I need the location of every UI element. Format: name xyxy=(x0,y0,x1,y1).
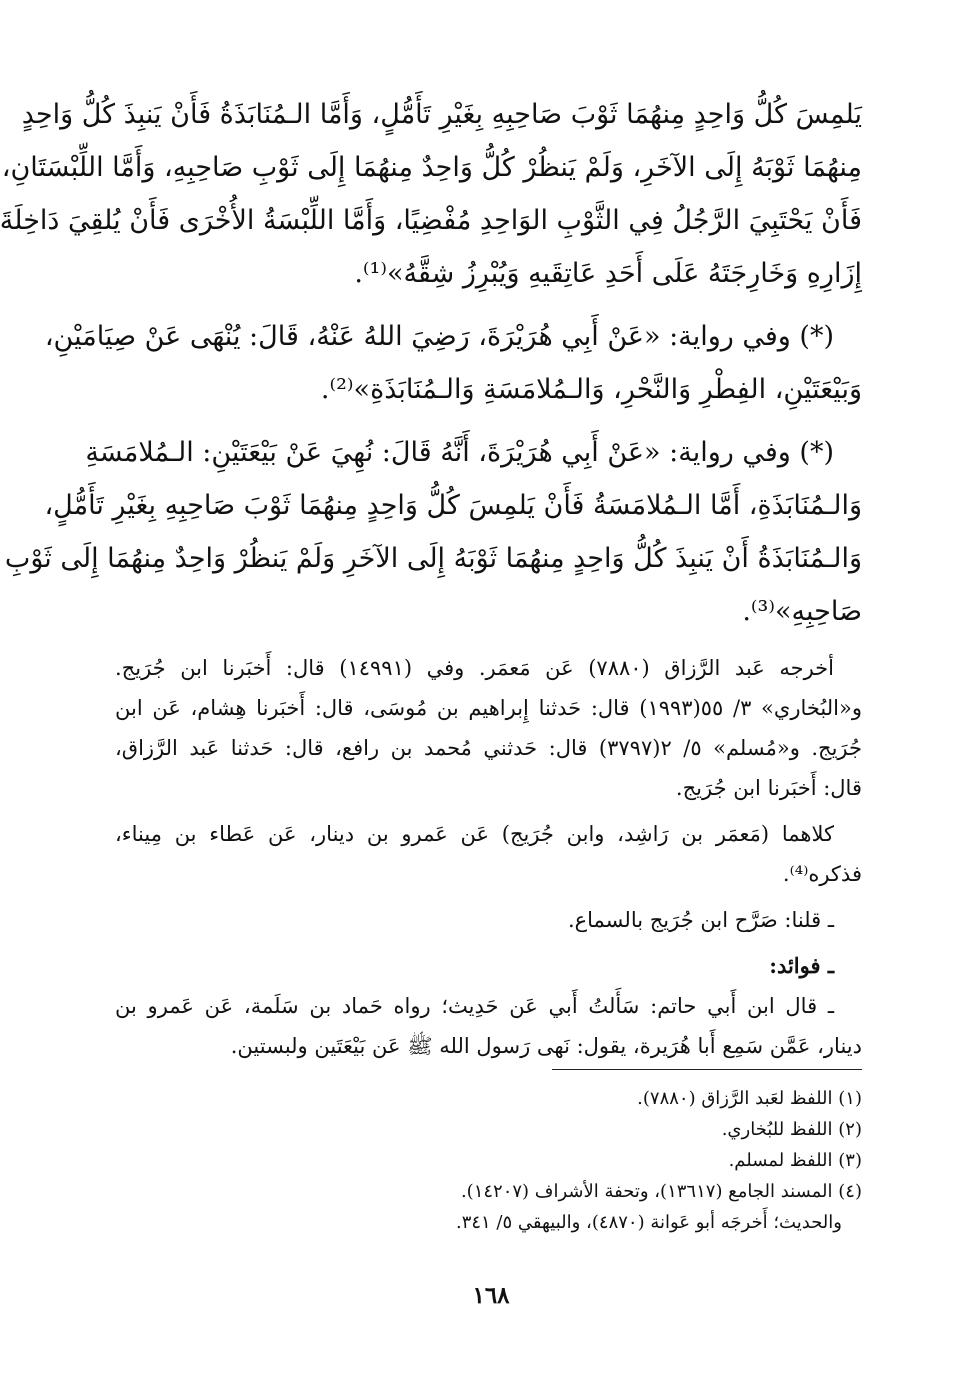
text-line: و«البُخاري» ٣/ ٥٥(١٩٩٣) قال: حَدثنا إِبراهيم بن مُوسَى، قال: أَخبَرنا هِشام، عَن ابن xyxy=(115,696,862,720)
text-line: دينار، عَمَّن سَمِع أَبا هُرَيرة، يقول: نَهى رَسول الله ﷺ عَن بَيْعَتَين ولبستين. xyxy=(230,1034,862,1058)
text-line: ـ قال ابن أَبي حاتم: سَأَلتُ أَبي عَن حَدِيث؛ رواه حَماد بن سَلَمة، عَن عَمرو بن xyxy=(115,994,834,1018)
text-line: (*) وفي رواية: «عَنْ أَبِي هُرَيْرَةَ، أَنَّهُ قَالَ: نُهِيَ عَنْ بَيْعَتَيْنِ: الـمُلامَسَةِ xyxy=(85,437,834,468)
hadith-narration-3 xyxy=(4,426,862,638)
text-line: فَأَنْ يَحْتَبِيَ الرَّجُلُ فِي الثَّوْبِ الوَاحِدِ مُفْضِيًا، وَأَمَّا اللِّبْسَةُ الأُخْرَى فَأَنْ يُلقِيَ دَاخِلَةَ xyxy=(0,205,862,236)
text-line: إِزَارِهِ وَخَارِجَتَهُ عَلَى أَحَدِ عَاتِقَيهِ وَيُبْرِزُ شِقَّهُ»⁽¹⁾. xyxy=(354,258,862,289)
footnote: (١) اللفظ لعَبد الرَّزاق (٧٨٨٠). xyxy=(637,1088,862,1109)
text-line: جُرَيج. و«مُسلم» ٥/ ٢(٣٧٩٧) قال: حَدثني مُحمد بن رافع، قال: حَدثنا عَبد الرَّزاق، xyxy=(115,736,863,760)
text-line: يَلمِسَ كُلُّ وَاحِدٍ مِنهُمَا ثَوْبَ صَاحِبِهِ بِغَيْرِ تَأَمُّلٍ، وَأَمَّا الـمُنَابَذَةُ فَأَنْ يَنبِذَ كُلُّ وَاحِدٍ xyxy=(21,99,862,130)
footnote: (٢) اللفظ للبُخاري. xyxy=(721,1119,862,1140)
text-line: كلاهما (مَعمَر بن رَاشِد، وابن جُرَيج) عَن عَمرو بن دينار، عَن عَطاء بن مِيناء، xyxy=(115,822,834,846)
hadith-narration-2 xyxy=(44,310,862,416)
text-line: صَاحِبِهِ»⁽³⁾. xyxy=(742,596,862,627)
footnote: (٣) اللفظ لمسلم. xyxy=(728,1150,862,1171)
sama-note xyxy=(115,900,862,940)
footnotes xyxy=(250,1083,862,1238)
text-line: وَالـمُنَابَذَةُ أَنْ يَنبِذَ كُلُّ وَاحِدٍ مِنهُمَا ثَوْبَهُ إِلَى الآخَرِ وَلَمْ يَنظُرْ وَاحِدٌ مِنهُمَا إِلَى ثَوْبِ xyxy=(4,543,862,574)
hadith-text-block xyxy=(0,88,862,300)
footnote-divider xyxy=(552,1069,862,1070)
page-number: ١٦٨ xyxy=(472,1282,510,1309)
takhrij-paragraph xyxy=(115,648,862,808)
main-text xyxy=(0,88,863,1072)
text-line: مِنهُمَا ثَوْبَهُ إِلَى الآخَرِ، وَلَمْ يَنظُرْ كُلُّ وَاحِدٌ مِنهُمَا إِلَى ثَوْبِ صَاحِبِهِ، وَأَمَّا اللِّبْسَتَانِ، xyxy=(1,152,862,183)
text-line: وَالـمُنَابَذَةِ، أَمَّا الـمُلامَسَةُ فَأَنْ يَلمِسَ كُلُّ وَاحِدٍ مِنهُمَا ثَوْبَ صَاحِبِهِ بِغَيْرِ تَأَمُّلٍ، xyxy=(44,490,862,521)
text-line: وَبَيْعَتَيْنِ، الفِطْرِ وَالنَّحْرِ، وَالـمُلامَسَةِ وَالـمُنَابَذَةِ»⁽²⁾. xyxy=(320,374,862,405)
chain-paragraph xyxy=(115,814,862,894)
text-line: قال: أَخبَرنا ابن جُرَيج. xyxy=(675,776,862,800)
fawaid-heading: ـ فوائد: xyxy=(769,953,834,978)
text-line: (*) وفي رواية: «عَنْ أَبِي هُرَيْرَةَ، رَضِيَ اللهُ عَنْهُ، قَالَ: يُنْهَى عَنْ صِيَامَيْنِ، xyxy=(44,321,834,352)
text-line: فذكره⁽⁴⁾. xyxy=(782,862,862,886)
footnote: والحديث؛ أَخرجَه أبو عَوانة (٤٨٧٠)، والبيهقي ٥/ ٣٤١. xyxy=(455,1212,842,1233)
text-line: أخرجه عَبد الرَّزاق (٧٨٨٠) عَن مَعمَر. وفي (١٤٩٩١) قال: أَخبَرنا ابن جُرَيج. xyxy=(115,656,834,680)
footnote: (٤) المسند الجامع (١٣٦١٧)، وتحفة الأشراف (١٤٢٠٧). xyxy=(460,1181,862,1202)
text-line: ـ قلنا: صَرَّح ابن جُرَيج بالسماع. xyxy=(567,908,834,932)
fawaid-section xyxy=(115,946,862,1066)
